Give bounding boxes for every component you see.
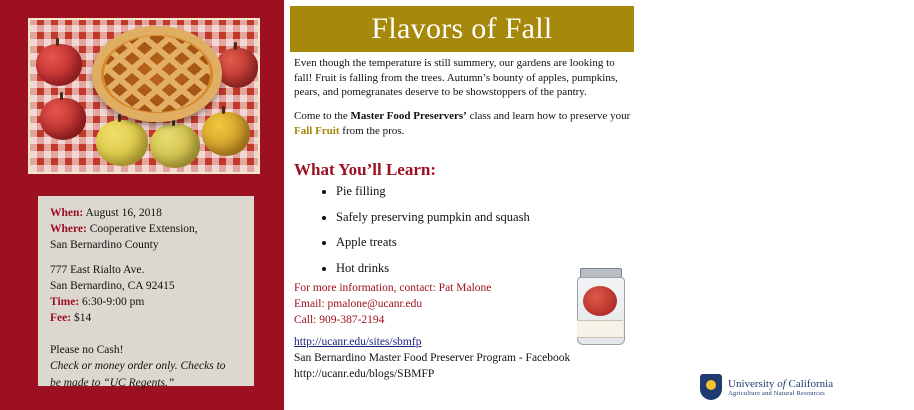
title-banner [290,6,634,52]
golden-apple-icon [202,112,250,156]
address-line-1: 777 East Rialto Ave. [50,263,145,276]
jar-label [577,320,623,338]
learn-heading: What You’ll Learn: [294,160,436,179]
uc-logo-california: California [785,377,834,390]
yellow-apple-icon [150,124,200,168]
yellow-apple-icon [96,120,148,166]
list-item: • Apple treats [336,236,656,249]
right-content-column [284,0,834,410]
links-block [294,335,584,383]
event-details-card [38,196,254,389]
uc-logo-line-2: Agriculture and Natural Resources [728,389,826,397]
intro-p2-highlight: Fall Fruit [294,124,340,137]
time-value: 6:30-9:00 pm [82,295,145,308]
fee-label: Fee: [50,312,72,325]
apple-pie-photo [28,18,260,174]
contact-block [294,281,554,329]
left-red-panel [0,0,284,410]
where-label: Where: [50,223,87,236]
red-apple-icon [216,48,258,88]
intro-text [294,56,632,147]
contact-name: Pat Malone [438,282,492,294]
email-label: Email: [294,297,328,310]
pie-crust [92,26,222,122]
time-line [50,295,242,310]
when-value: August 16, 2018 [85,207,162,219]
phone-value: 909-387-2194 [319,313,385,326]
website-link[interactable]: http://ucanr.edu/sites/sbmfp [294,336,422,348]
intro-p2-bold: Master Food Preservers’ [350,109,467,122]
uc-logo-line-1 [728,378,833,390]
when-line [50,206,242,221]
where-value: Cooperative Extension, [89,223,198,236]
blog-link[interactable]: http://ucanr.edu/blogs/SBMFP [294,367,435,380]
uc-logo-university: University [728,377,778,390]
list-item: • Hot drinks [336,262,656,275]
payment-note-1: Please no Cash! [50,344,124,357]
payment-note-2: Check or money order only. Checks to [50,360,226,373]
list-item: • Pie filling [336,185,656,198]
intro-p2-part-a: Come to the [294,109,351,122]
time-label: Time: [50,295,80,308]
intro-p2-part-b: class and learn how to preserve your [466,109,631,122]
jar-fruit [583,286,617,316]
address-line-2: San Bernardino, CA 92415 [50,279,175,292]
canning-jar-icon [574,268,626,344]
uc-shield-icon [700,374,722,400]
uc-logo-of: of [777,377,786,390]
fee-line [50,311,242,326]
contact-person-line [294,281,554,297]
contact-phone-line [294,313,554,329]
list-item: • Safely preserving pumpkin and squash [336,211,656,224]
intro-p2-part-c: from the pros. [339,124,405,137]
phone-label: Call: [294,313,320,326]
where-line [50,222,242,237]
pie-icon [92,26,222,122]
facebook-label: San Bernardino Master Food Preserver Program - Facebook [294,351,571,364]
payment-note-3: be made to “UC Regents.” [50,376,175,389]
page-title: Flavors of Fall [371,12,553,45]
intro-paragraph-2 [294,109,632,138]
contact-label: For more information, contact: [294,282,439,294]
red-apple-icon [40,98,86,140]
uc-logo [700,370,914,404]
email-value[interactable]: pmalone@ucanr.edu [327,297,423,310]
fee-value: $14 [73,312,92,325]
contact-email-line [294,297,554,313]
when-label: When: [50,207,84,219]
intro-paragraph-1: Even though the temperature is still summery, our gardens are looking to fall! Fruit is falling from the trees. Autumn’s bounty of apples, pumpkins, pears, and pomegranates deserve to be showstoppers of the pantry. [294,57,618,99]
red-apple-icon [36,44,82,86]
where-line-2: San Bernardino County [50,239,159,252]
